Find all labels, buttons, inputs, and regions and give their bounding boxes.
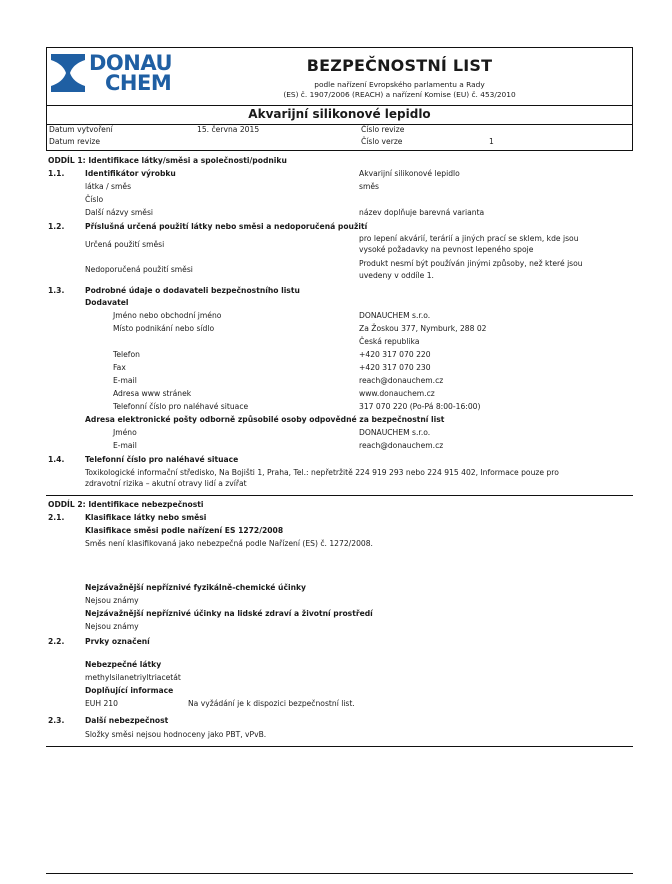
contact-name-value: DONAUCHEM s.r.o. bbox=[359, 428, 431, 437]
subsection-1-4-number: 1.4. bbox=[48, 455, 65, 464]
substance-mixture-value: směs bbox=[359, 182, 379, 191]
supplier-address-value: Za Žoskou 377, Nymburk, 288 02 bbox=[359, 324, 487, 333]
supplier-email-value[interactable]: reach@donauchem.cz bbox=[359, 376, 444, 385]
contact-name-label: Jméno bbox=[113, 428, 137, 437]
created-date-label: Datum vytvoření bbox=[49, 125, 113, 134]
subsection-1-4-title: Telefonní číslo pro naléhavé situace bbox=[85, 455, 239, 464]
health-effects-title: Nejzávažnější nepříznivé účinky na lidské zdraví a životní prostředí bbox=[85, 609, 373, 618]
document-header bbox=[46, 47, 633, 151]
physchem-effects-text: Nejsou známy bbox=[85, 596, 139, 605]
page-footer-divider bbox=[46, 873, 633, 874]
supplier-fax-value: +420 317 070 230 bbox=[359, 363, 431, 372]
other-hazards-text: Složky směsi nejsou hodnoceny jako PBT, vPvB. bbox=[85, 730, 267, 739]
classification-subtitle: Klasifikace směsi podle nařízení ES 1272/2008 bbox=[85, 526, 284, 535]
revision-number-label: Číslo revize bbox=[361, 125, 405, 134]
contact-email-label: E-mail bbox=[113, 441, 137, 450]
other-names-value: název doplňuje barevná varianta bbox=[359, 208, 485, 217]
logo-text-line1: DONAU bbox=[89, 51, 173, 75]
supplier-address-label: Místo podnikání nebo sídlo bbox=[113, 324, 215, 333]
identified-uses-value-line2: vysoké požadavky na pevnost lepeného spoje bbox=[359, 245, 534, 254]
classification-text: Směs není klasifikovaná jako nebezpečná podle Nařízení (ES) č. 1272/2008. bbox=[85, 539, 373, 548]
uses-advised-against-value-line2: uvedeny v oddíle 1. bbox=[359, 271, 434, 280]
product-identifier-value: Akvarijní silikonové lepidlo bbox=[359, 169, 460, 178]
header-title-row bbox=[47, 48, 632, 106]
document-title: BEZPEČNOSTNÍ LIST bbox=[306, 56, 493, 75]
uses-advised-against-label: Nedoporučená použití směsi bbox=[85, 265, 193, 274]
subsection-2-1-title: Klasifikace látky nebo směsi bbox=[85, 513, 207, 522]
number-label: Číslo bbox=[85, 195, 104, 204]
subsection-1-2-number: 1.2. bbox=[48, 222, 65, 231]
uses-advised-against-value-line1: Produkt nesmí být používán jinými způsoby, než které jsou bbox=[359, 259, 583, 268]
regulation-line-2: (ES) č. 1907/2006 (REACH) a nařízení Komise (EU) č. 453/2010 bbox=[283, 90, 516, 99]
logo-text-line2: CHEM bbox=[105, 71, 172, 95]
poison-centre-text-line1: Toxikologické informační středisko, Na Bojišti 1, Praha, Tel.: nepřetržitě 224 919 293 nebo 224 915 402, Informace pouze pro bbox=[85, 468, 559, 477]
section-2-heading: ODDÍL 2: Identifikace nebezpečnosti bbox=[48, 500, 204, 509]
identified-uses-label: Určená použití směsi bbox=[85, 240, 165, 249]
section-1-heading: ODDÍL 1: Identifikace látky/směsi a společnosti/podniku bbox=[48, 156, 287, 165]
poison-centre-text-line2: zdravotní rizika – akutní otravy lidí a zvířat bbox=[85, 479, 247, 488]
section-end-divider bbox=[46, 746, 633, 747]
supplementary-info-title: Doplňující informace bbox=[85, 686, 174, 695]
document-meta-row bbox=[47, 124, 632, 151]
supplier-name-label: Jméno nebo obchodní jméno bbox=[113, 311, 222, 320]
hazardous-substances-text: methylsilanetriyltriacetát bbox=[85, 673, 181, 682]
hazardous-substances-title: Nebezpečné látky bbox=[85, 660, 162, 669]
supplier-emergency-phone-value: 317 070 220 (Po-Pá 8:00-16:00) bbox=[359, 402, 481, 411]
other-names-label: Další názvy směsi bbox=[85, 208, 154, 217]
subsection-2-2-title: Prvky označení bbox=[85, 637, 150, 646]
supplier-fax-label: Fax bbox=[113, 363, 126, 372]
subsection-2-1-number: 2.1. bbox=[48, 513, 65, 522]
regulation-line-1: podle nařízení Evropského parlamentu a Rady bbox=[314, 80, 485, 89]
version-number-label: Číslo verze bbox=[361, 137, 403, 146]
euh-statement: Na vyžádání je k dispozici bezpečnostní list. bbox=[188, 699, 355, 708]
subsection-2-3-title: Další nebezpečnost bbox=[85, 716, 169, 725]
supplier-name-value: DONAUCHEM s.r.o. bbox=[359, 311, 431, 320]
subsection-1-3-number: 1.3. bbox=[48, 286, 65, 295]
euh-code: EUH 210 bbox=[85, 699, 118, 708]
supplier-country-value: Česká republika bbox=[359, 337, 420, 346]
product-name-row bbox=[47, 105, 632, 125]
revision-date-label: Datum revize bbox=[49, 137, 100, 146]
subsection-1-1-number: 1.1. bbox=[48, 169, 65, 178]
health-effects-text: Nejsou známy bbox=[85, 622, 139, 631]
identified-uses-value-line1: pro lepení akvárií, terárií a jiných prací se sklem, kde jsou bbox=[359, 234, 579, 243]
supplier-phone-value: +420 317 070 220 bbox=[359, 350, 431, 359]
supplier-phone-label: Telefon bbox=[113, 350, 140, 359]
substance-mixture-label: látka / směs bbox=[85, 182, 132, 191]
supplier-email-label: E-mail bbox=[113, 376, 137, 385]
version-number-value: 1 bbox=[489, 137, 494, 146]
supplier-emergency-phone-label: Telefonní číslo pro naléhavé situace bbox=[113, 402, 249, 411]
competent-person-heading: Adresa elektronické pošty odborně způsobilé osoby odpovědné za bezpečnostní list bbox=[85, 415, 445, 424]
supplier-website-label: Adresa www stránek bbox=[113, 389, 192, 398]
contact-email-value[interactable]: reach@donauchem.cz bbox=[359, 441, 444, 450]
subsection-1-1-title: Identifikátor výrobku bbox=[85, 169, 176, 178]
subsection-2-2-number: 2.2. bbox=[48, 637, 65, 646]
subsection-1-2-title: Příslušná určená použití látky nebo směsi a nedoporučená použití bbox=[85, 222, 368, 231]
supplier-website-value[interactable]: www.donauchem.cz bbox=[359, 389, 435, 398]
product-name: Akvarijní silikonové lepidlo bbox=[248, 107, 431, 121]
section-divider bbox=[46, 495, 633, 496]
created-date-value: 15. června 2015 bbox=[197, 125, 260, 134]
supplier-heading: Dodavatel bbox=[85, 298, 129, 307]
subsection-2-3-number: 2.3. bbox=[48, 716, 65, 725]
physchem-effects-title: Nejzávažnější nepříznivé fyzikálně-chemické účinky bbox=[85, 583, 306, 592]
subsection-1-3-title: Podrobné údaje o dodavateli bezpečnostního listu bbox=[85, 286, 300, 295]
